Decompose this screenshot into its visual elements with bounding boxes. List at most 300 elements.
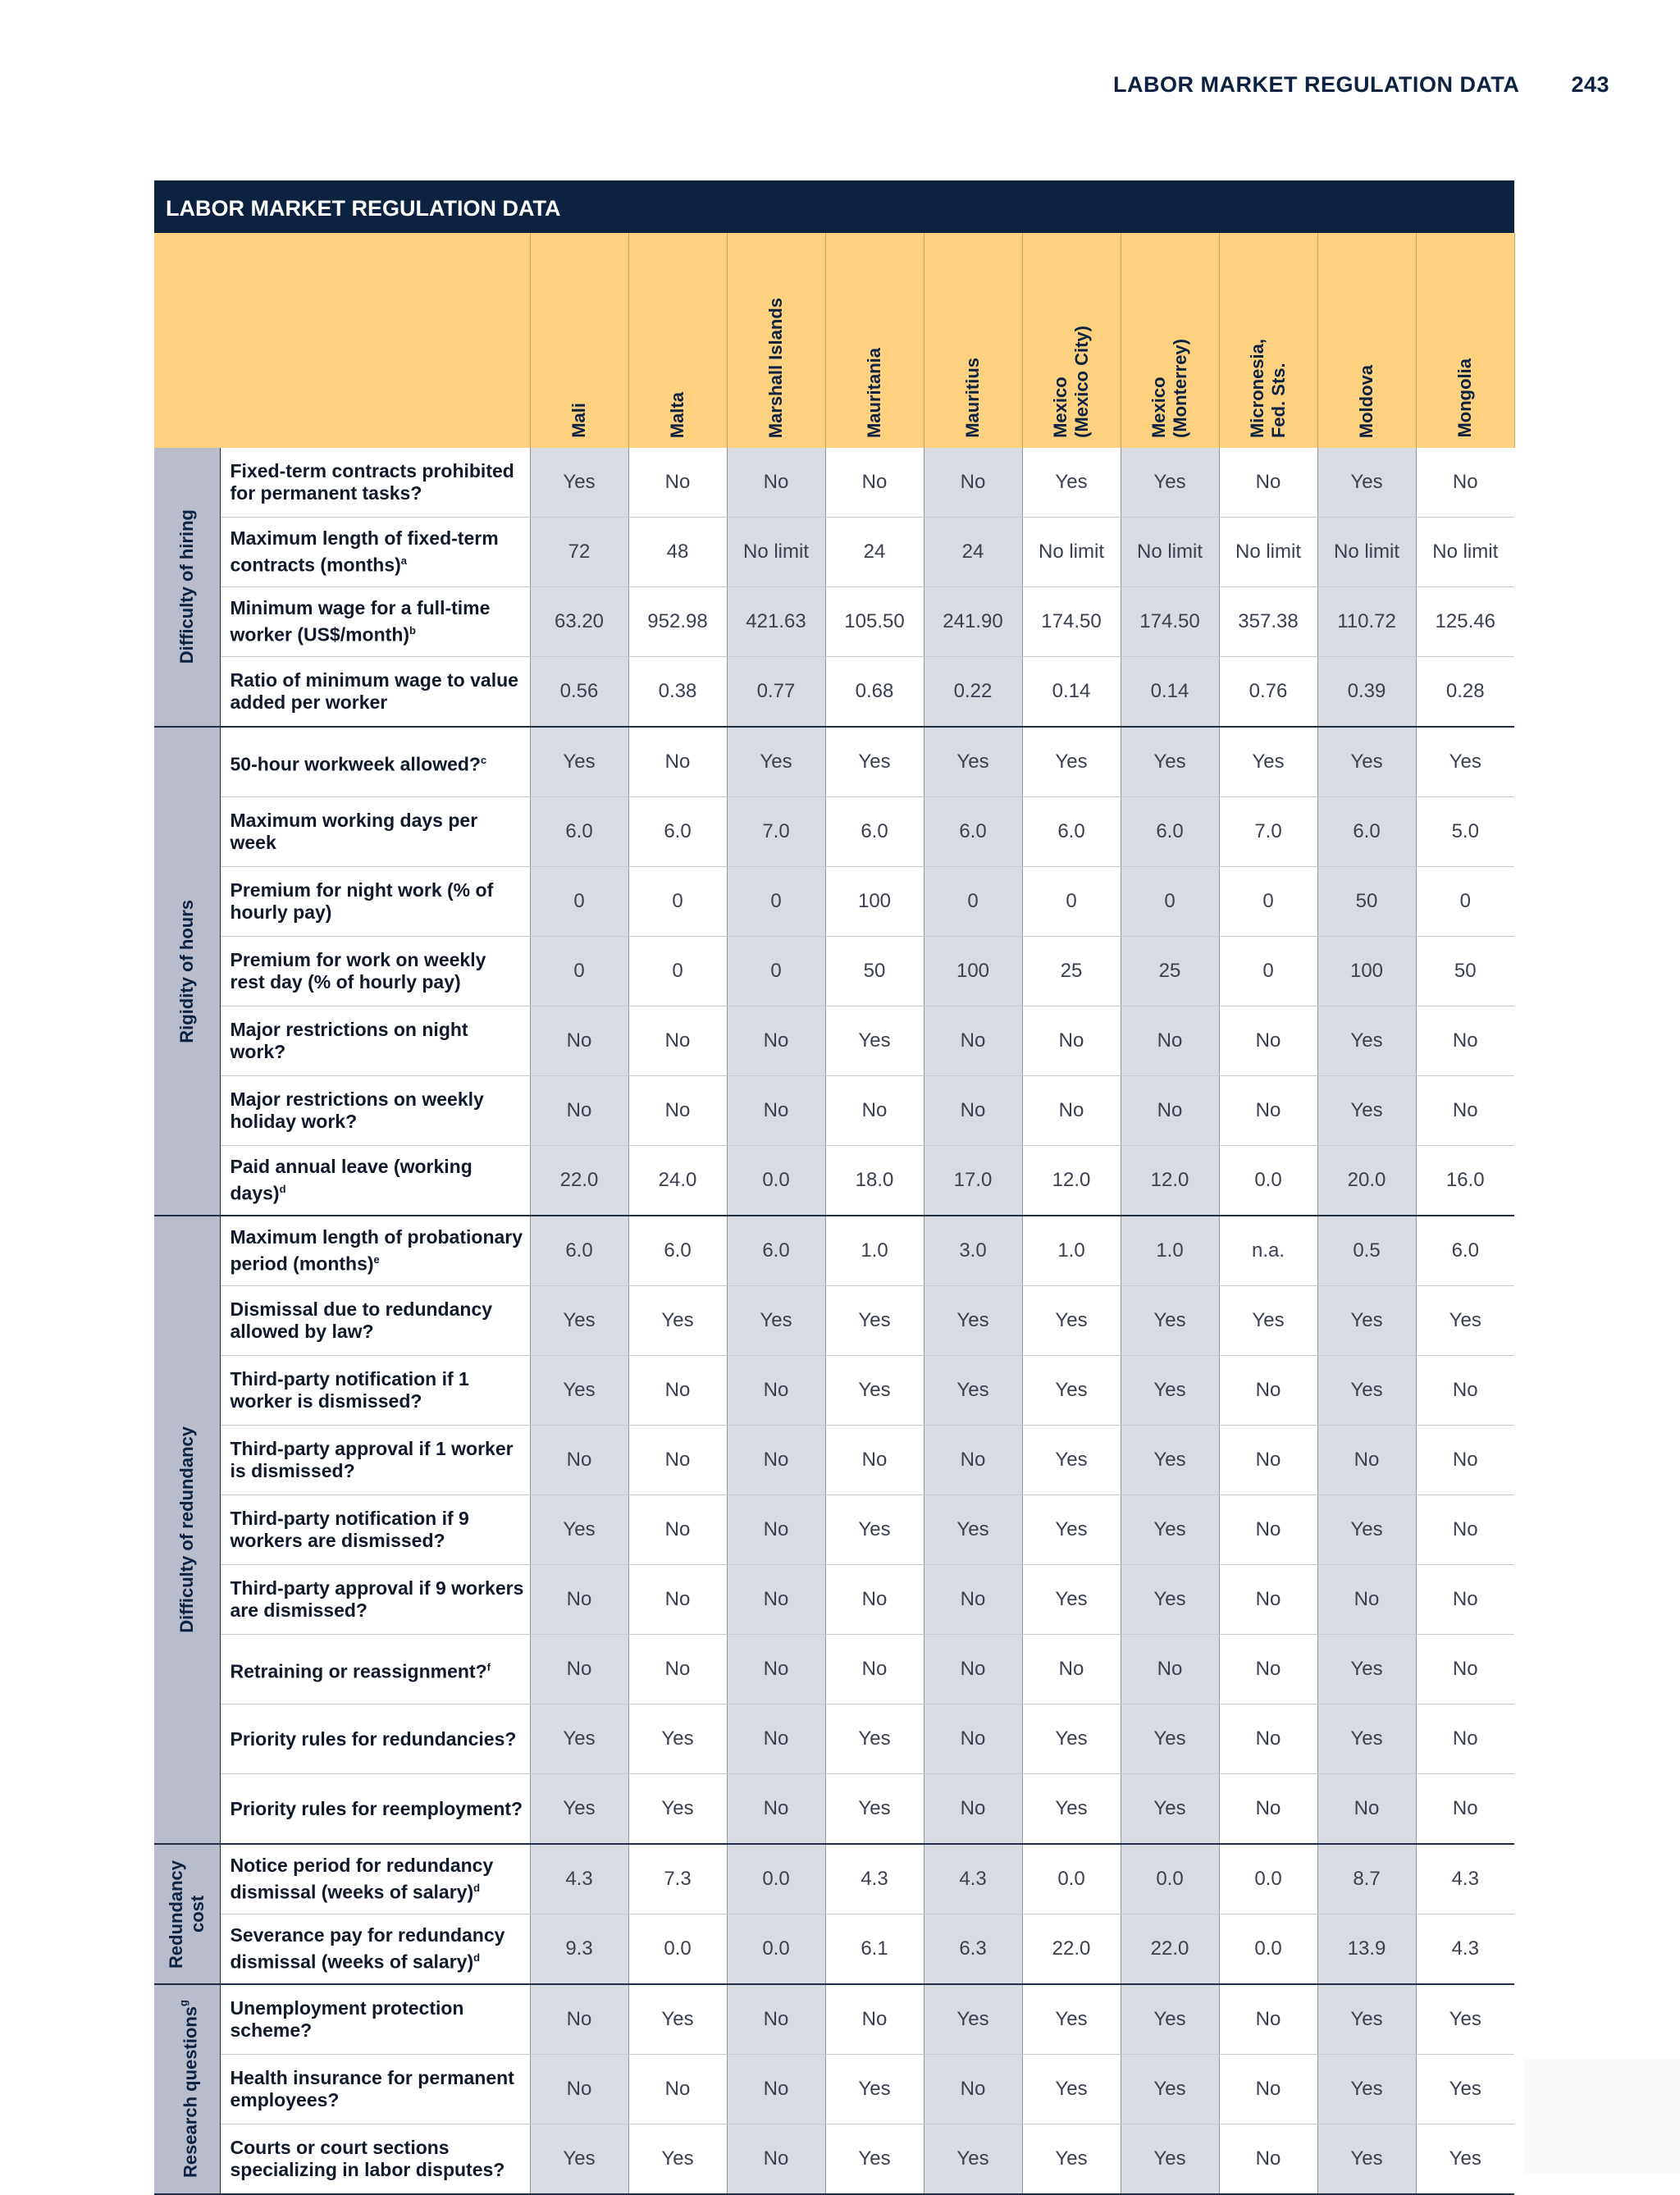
value-cell: 0.0 <box>727 1844 825 1914</box>
value-cell: No <box>825 1565 924 1635</box>
value-cell: No <box>727 1704 825 1774</box>
page-corner-shade <box>1524 2059 1680 2174</box>
value-cell: 4.3 <box>530 1844 628 1914</box>
value-cell: 0 <box>1416 867 1514 937</box>
value-cell: No <box>727 1006 825 1076</box>
value-cell: 421.63 <box>727 587 825 657</box>
table-row <box>154 1984 1514 2055</box>
value-cell: 0 <box>530 937 628 1006</box>
value-cell: No <box>1219 1006 1317 1076</box>
value-cell: No <box>727 1774 825 1845</box>
question-cell <box>220 1216 530 1286</box>
value-cell: 6.0 <box>727 1216 825 1286</box>
value-cell: No <box>825 1426 924 1495</box>
value-cell: Yes <box>530 727 628 797</box>
country-header <box>825 233 924 448</box>
group-label-text: Difficulty of redundancy <box>176 1426 197 1633</box>
labor-regulation-table-container <box>154 180 1514 2195</box>
value-cell: Yes <box>1121 1286 1219 1356</box>
country-name <box>1454 358 1476 448</box>
value-cell: 5.0 <box>1416 797 1514 867</box>
footnote-marker: b <box>409 624 416 637</box>
value-cell: No <box>924 1076 1022 1146</box>
value-cell: No <box>530 2055 628 2124</box>
value-cell: 1.0 <box>825 1216 924 1286</box>
value-cell: Yes <box>1022 1774 1121 1845</box>
question-text: Notice period for redundancy dismissal (weeks of salary) <box>230 1855 494 1903</box>
value-cell: 12.0 <box>1022 1146 1121 1216</box>
value-cell: No <box>1219 1076 1317 1146</box>
question-cell <box>220 867 530 937</box>
value-cell: No <box>1219 1356 1317 1426</box>
value-cell: Yes <box>1317 2124 1416 2195</box>
value-cell: Yes <box>1022 727 1121 797</box>
country-name-line: Mexico <box>1050 376 1071 438</box>
question-text: Retraining or reassignment? <box>230 1660 487 1682</box>
value-cell: No <box>1416 1426 1514 1495</box>
value-cell: 72 <box>530 518 628 587</box>
question-text: Third-party notification if 1 worker is dismissed? <box>230 1368 469 1412</box>
question-cell <box>220 448 530 518</box>
value-cell: No <box>1416 1774 1514 1845</box>
value-cell: 6.0 <box>628 1216 727 1286</box>
value-cell: No <box>1022 1076 1121 1146</box>
question-text: Major restrictions on night work? <box>230 1019 468 1062</box>
value-cell: Yes <box>530 1286 628 1356</box>
question-cell <box>220 1914 530 1985</box>
value-cell: 0.68 <box>825 657 924 728</box>
value-cell: No limit <box>1022 518 1121 587</box>
value-cell: No <box>1219 1984 1317 2055</box>
value-cell: 0 <box>628 867 727 937</box>
value-cell: No <box>530 1635 628 1704</box>
value-cell: Yes <box>1121 2124 1219 2195</box>
table-row <box>154 1914 1514 1985</box>
value-cell: 100 <box>924 937 1022 1006</box>
group-label <box>166 1845 208 1983</box>
country-name-line: (Mexico City) <box>1071 326 1092 438</box>
question-text: Ratio of minimum wage to value added per worker <box>230 669 518 713</box>
value-cell: No <box>1416 1495 1514 1565</box>
value-cell: 110.72 <box>1317 587 1416 657</box>
country-header <box>1121 233 1219 448</box>
value-cell: 0.0 <box>1219 1844 1317 1914</box>
value-cell: No <box>530 1565 628 1635</box>
value-cell: No <box>628 1356 727 1426</box>
value-cell: 6.0 <box>628 797 727 867</box>
value-cell: No <box>727 1076 825 1146</box>
table-row <box>154 2124 1514 2195</box>
value-cell: 0 <box>1219 867 1317 937</box>
value-cell: No <box>530 1426 628 1495</box>
value-cell: 6.0 <box>1416 1216 1514 1286</box>
value-cell: Yes <box>530 1774 628 1845</box>
value-cell: No <box>1022 1006 1121 1076</box>
question-cell <box>220 657 530 728</box>
value-cell: No limit <box>1219 518 1317 587</box>
question-cell <box>220 1146 530 1216</box>
country-header <box>1416 233 1514 448</box>
value-cell: 0.22 <box>924 657 1022 728</box>
question-text: Maximum length of fixed-term contracts (months) <box>230 527 499 576</box>
country-name-line: Mexico <box>1148 376 1169 438</box>
value-cell: Yes <box>628 1774 727 1845</box>
value-cell: No <box>1219 448 1317 518</box>
value-cell: 7.0 <box>1219 797 1317 867</box>
value-cell: 6.0 <box>924 797 1022 867</box>
value-cell: 357.38 <box>1219 587 1317 657</box>
value-cell: Yes <box>530 448 628 518</box>
country-header <box>924 233 1022 448</box>
value-cell: 22.0 <box>1022 1914 1121 1985</box>
value-cell: Yes <box>1317 1076 1416 1146</box>
value-cell: No limit <box>1121 518 1219 587</box>
value-cell: 13.9 <box>1317 1914 1416 1985</box>
value-cell: 9.3 <box>530 1914 628 1985</box>
group-label-text: Difficulty of hiring <box>176 509 197 664</box>
value-cell: 125.46 <box>1416 587 1514 657</box>
value-cell: Yes <box>628 2124 727 2195</box>
value-cell: 0.28 <box>1416 657 1514 728</box>
value-cell: 25 <box>1022 937 1121 1006</box>
country-name <box>1148 339 1191 448</box>
value-cell: 0.38 <box>628 657 727 728</box>
value-cell: No limit <box>1317 518 1416 587</box>
table-row <box>154 448 1514 518</box>
table-row <box>154 587 1514 657</box>
value-cell: 0 <box>727 867 825 937</box>
table-row <box>154 1286 1514 1356</box>
footnote-marker: c <box>480 753 487 766</box>
value-cell: 24 <box>825 518 924 587</box>
value-cell: No <box>825 1635 924 1704</box>
table-row <box>154 1635 1514 1704</box>
value-cell: No <box>628 1426 727 1495</box>
value-cell: No <box>727 1495 825 1565</box>
value-cell: 6.0 <box>530 1216 628 1286</box>
value-cell: No <box>1317 1774 1416 1845</box>
value-cell: 18.0 <box>825 1146 924 1216</box>
country-name-line: (Monterrey) <box>1170 338 1190 438</box>
value-cell: 6.0 <box>1121 797 1219 867</box>
value-cell: 50 <box>825 937 924 1006</box>
question-cell <box>220 727 530 797</box>
value-cell: Yes <box>530 2124 628 2195</box>
country-name-line: Mongolia <box>1454 358 1475 438</box>
country-header-row <box>154 233 1514 448</box>
value-cell: 1.0 <box>1121 1216 1219 1286</box>
value-cell: No <box>628 2055 727 2124</box>
value-cell: Yes <box>1317 1635 1416 1704</box>
question-text: Priority rules for reemployment? <box>230 1797 523 1819</box>
value-cell: No <box>825 448 924 518</box>
value-cell: Yes <box>1317 1984 1416 2055</box>
table-row <box>154 1704 1514 1774</box>
question-text: Minimum wage for a full-time worker (US$/month) <box>230 597 491 646</box>
value-cell: Yes <box>1317 448 1416 518</box>
value-cell: Yes <box>825 1356 924 1426</box>
value-cell: Yes <box>924 727 1022 797</box>
value-cell: No <box>1219 1704 1317 1774</box>
value-cell: No <box>1219 1774 1317 1845</box>
value-cell: 4.3 <box>924 1844 1022 1914</box>
value-cell: No <box>727 1565 825 1635</box>
value-cell: 6.0 <box>530 797 628 867</box>
value-cell: No <box>1317 1426 1416 1495</box>
value-cell: No <box>1121 1635 1219 1704</box>
value-cell: Yes <box>628 1286 727 1356</box>
country-header <box>628 233 727 448</box>
value-cell: Yes <box>1317 727 1416 797</box>
value-cell: No <box>628 448 727 518</box>
table-row <box>154 1844 1514 1914</box>
country-header <box>1219 233 1317 448</box>
question-cell <box>220 1495 530 1565</box>
value-cell: 0 <box>727 937 825 1006</box>
value-cell: Yes <box>1022 2124 1121 2195</box>
table-row <box>154 937 1514 1006</box>
value-cell: 0.76 <box>1219 657 1317 728</box>
value-cell: No <box>628 1006 727 1076</box>
value-cell: No <box>628 1635 727 1704</box>
question-cell <box>220 1286 530 1356</box>
page-number: 243 <box>1571 72 1609 97</box>
value-cell: 4.3 <box>1416 1844 1514 1914</box>
table-row <box>154 797 1514 867</box>
country-name <box>667 392 688 448</box>
value-cell: 22.0 <box>1121 1914 1219 1985</box>
country-name <box>962 358 984 448</box>
value-cell: No <box>924 1704 1022 1774</box>
footnote-marker: f <box>486 1660 491 1673</box>
value-cell: Yes <box>1022 1495 1121 1565</box>
country-name-line: Marshall Islands <box>765 297 786 438</box>
value-cell: 16.0 <box>1416 1146 1514 1216</box>
value-cell: No <box>1416 1076 1514 1146</box>
value-cell: No <box>727 448 825 518</box>
value-cell: Yes <box>1121 1356 1219 1426</box>
question-cell <box>220 1984 530 2055</box>
value-cell: Yes <box>924 1495 1022 1565</box>
value-cell: No <box>924 448 1022 518</box>
value-cell: Yes <box>1416 2055 1514 2124</box>
country-name <box>765 298 787 448</box>
value-cell: Yes <box>1416 1286 1514 1356</box>
group-label-text: Rigidity of hours <box>176 899 197 1043</box>
value-cell: Yes <box>825 1774 924 1845</box>
value-cell: Yes <box>628 1704 727 1774</box>
value-cell: 63.20 <box>530 587 628 657</box>
table-row <box>154 727 1514 797</box>
question-cell <box>220 1076 530 1146</box>
table-row <box>154 2055 1514 2124</box>
value-cell: No <box>1416 1565 1514 1635</box>
value-cell: No limit <box>1416 518 1514 587</box>
value-cell: 12.0 <box>1121 1146 1219 1216</box>
question-text: Maximum working days per week <box>230 810 478 853</box>
value-cell: No <box>628 727 727 797</box>
question-text: Priority rules for redundancies? <box>230 1727 517 1750</box>
question-text: Third-party approval if 1 worker is dismissed? <box>230 1438 514 1481</box>
value-cell: 0 <box>1219 937 1317 1006</box>
value-cell: 4.3 <box>1416 1914 1514 1985</box>
value-cell: Yes <box>1022 1356 1121 1426</box>
question-cell <box>220 797 530 867</box>
country-name-line: Micronesia, <box>1247 338 1267 438</box>
value-cell: 6.0 <box>825 797 924 867</box>
question-cell <box>220 1844 530 1914</box>
value-cell: No <box>924 1426 1022 1495</box>
country-name <box>1050 326 1093 448</box>
value-cell: Yes <box>1121 1984 1219 2055</box>
footnote-marker: a <box>400 554 408 568</box>
table-row <box>154 1076 1514 1146</box>
value-cell: No <box>530 1984 628 2055</box>
table-row <box>154 1565 1514 1635</box>
country-name <box>864 348 885 448</box>
question-cell <box>220 587 530 657</box>
value-cell: 3.0 <box>924 1216 1022 1286</box>
question-text: Unemployment protection scheme? <box>230 1997 464 2041</box>
value-cell: 0.0 <box>1022 1844 1121 1914</box>
value-cell: 0.0 <box>628 1914 727 1985</box>
value-cell: No <box>727 2055 825 2124</box>
value-cell: Yes <box>1121 1704 1219 1774</box>
question-text: Severance pay for redundancy dismissal (weeks of salary) <box>230 1924 505 1973</box>
value-cell: Yes <box>1022 1426 1121 1495</box>
labor-regulation-table <box>154 233 1515 2195</box>
value-cell: No <box>1219 1635 1317 1704</box>
question-cell <box>220 1635 530 1704</box>
value-cell: 0 <box>924 867 1022 937</box>
footnote-marker: e <box>373 1253 380 1266</box>
value-cell: Yes <box>825 1704 924 1774</box>
table-row <box>154 1216 1514 1286</box>
value-cell: No <box>924 1565 1022 1635</box>
value-cell: No <box>1416 1006 1514 1076</box>
value-cell: 50 <box>1317 867 1416 937</box>
question-text: Premium for work on weekly rest day (% of hourly pay) <box>230 949 486 993</box>
footnote-marker: d <box>279 1183 286 1196</box>
value-cell: Yes <box>1317 1006 1416 1076</box>
header-blank-question <box>220 233 530 448</box>
table-row <box>154 1356 1514 1426</box>
value-cell: 0.5 <box>1317 1216 1416 1286</box>
question-cell <box>220 518 530 587</box>
value-cell: Yes <box>1022 1286 1121 1356</box>
value-cell: Yes <box>1416 2124 1514 2195</box>
value-cell: Yes <box>1416 727 1514 797</box>
country-name-line: Mauritius <box>962 358 983 438</box>
question-cell <box>220 2124 530 2195</box>
group-label <box>173 2000 201 2178</box>
group-label-text: Redundancy cost <box>165 1860 208 1969</box>
value-cell: Yes <box>1121 727 1219 797</box>
country-header <box>530 233 628 448</box>
value-cell: Yes <box>1022 1704 1121 1774</box>
value-cell: No <box>1219 1426 1317 1495</box>
question-cell <box>220 2055 530 2124</box>
value-cell: No <box>1022 1635 1121 1704</box>
value-cell: Yes <box>1317 1704 1416 1774</box>
value-cell: Yes <box>1317 2055 1416 2124</box>
value-cell: Yes <box>1022 448 1121 518</box>
value-cell: No <box>924 1774 1022 1845</box>
value-cell: Yes <box>1121 448 1219 518</box>
group-label-cell <box>154 1984 220 2194</box>
value-cell: Yes <box>727 1286 825 1356</box>
group-label <box>176 509 198 664</box>
question-cell <box>220 937 530 1006</box>
value-cell: n.a. <box>1219 1216 1317 1286</box>
question-text: Major restrictions on weekly holiday work? <box>230 1088 484 1132</box>
country-header <box>1022 233 1121 448</box>
value-cell: 22.0 <box>530 1146 628 1216</box>
value-cell: Yes <box>825 2124 924 2195</box>
value-cell: 48 <box>628 518 727 587</box>
value-cell: 0.56 <box>530 657 628 728</box>
value-cell: 0.14 <box>1022 657 1121 728</box>
value-cell: 0.14 <box>1121 657 1219 728</box>
value-cell: No <box>1416 1356 1514 1426</box>
value-cell: Yes <box>825 1495 924 1565</box>
value-cell: Yes <box>924 1984 1022 2055</box>
value-cell: Yes <box>1317 1356 1416 1426</box>
value-cell: 20.0 <box>1317 1146 1416 1216</box>
value-cell: No <box>1416 1635 1514 1704</box>
value-cell: Yes <box>1121 1426 1219 1495</box>
table-row <box>154 518 1514 587</box>
question-text: Premium for night work (% of hourly pay) <box>230 879 494 923</box>
question-cell <box>220 1774 530 1845</box>
value-cell: 0.0 <box>1121 1844 1219 1914</box>
footnote-marker: g <box>176 2000 189 2007</box>
value-cell: 25 <box>1121 937 1219 1006</box>
value-cell: Yes <box>530 1495 628 1565</box>
value-cell: No <box>727 1426 825 1495</box>
value-cell: 241.90 <box>924 587 1022 657</box>
question-text: 50-hour workweek allowed? <box>230 753 481 775</box>
value-cell: 105.50 <box>825 587 924 657</box>
question-text: Third-party approval if 9 workers are dismissed? <box>230 1577 524 1621</box>
question-text: Third-party notification if 9 workers are dismissed? <box>230 1508 469 1551</box>
table-row <box>154 1495 1514 1565</box>
value-cell: 100 <box>1317 937 1416 1006</box>
footnote-marker: d <box>473 1882 481 1895</box>
value-cell: Yes <box>825 1286 924 1356</box>
value-cell: Yes <box>825 727 924 797</box>
value-cell: 6.0 <box>1022 797 1121 867</box>
value-cell: No <box>924 1635 1022 1704</box>
value-cell: Yes <box>727 727 825 797</box>
value-cell: No <box>1121 1006 1219 1076</box>
table-banner: LABOR MARKET REGULATION DATA <box>154 180 1514 233</box>
value-cell: No <box>530 1076 628 1146</box>
value-cell: No <box>628 1076 727 1146</box>
value-cell: 24.0 <box>628 1146 727 1216</box>
value-cell: Yes <box>1317 1286 1416 1356</box>
value-cell: 0.0 <box>727 1146 825 1216</box>
table-row <box>154 1146 1514 1216</box>
value-cell: Yes <box>825 1006 924 1076</box>
value-cell: 0.77 <box>727 657 825 728</box>
group-label-cell <box>154 1216 220 1844</box>
value-cell: 0.0 <box>1219 1146 1317 1216</box>
value-cell: 952.98 <box>628 587 727 657</box>
value-cell: Yes <box>924 1356 1022 1426</box>
value-cell: 24 <box>924 518 1022 587</box>
country-name-line: Moldova <box>1356 364 1376 438</box>
